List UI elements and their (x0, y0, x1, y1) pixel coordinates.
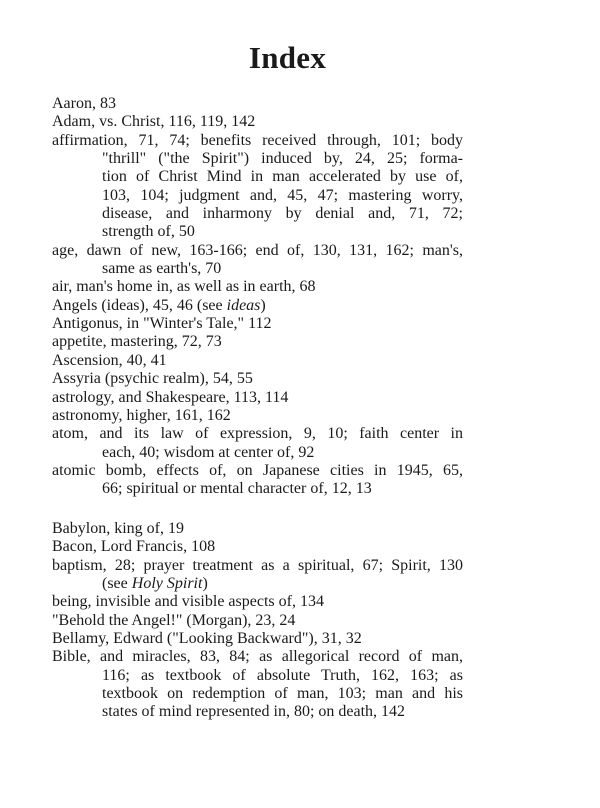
entry-continuation-line (52, 575, 463, 593)
entry-heading-line: atom, and its law of expression, 9, 10; faith center in (52, 425, 463, 443)
entry-heading-line: Assyria (psychic realm), 54, 55 (52, 370, 253, 388)
index-entry (52, 389, 463, 407)
entry-heading-line: air, man's home in, as well as in earth, 68 (52, 278, 316, 296)
index-entry (52, 462, 463, 499)
entry-continuation-line: states of mind represented in, 80; on death, 142 (102, 703, 406, 721)
entry-continuation-line: "thrill" ("the Spirit") induced by, 24, 25; forma- (102, 150, 463, 168)
index-entry (52, 648, 463, 721)
index-entry (52, 520, 463, 538)
entry-heading-line (52, 297, 463, 315)
index-entry (52, 242, 463, 279)
index-entry (52, 297, 463, 315)
entry-continuation-line: same as earth's, 70 (102, 260, 222, 278)
entry-heading-line: Bellamy, Edward ("Looking Backward"), 31, 32 (52, 630, 362, 648)
index-entry (52, 113, 463, 131)
entry-heading-line: astrology, and Shakespeare, 113, 114 (52, 388, 289, 406)
entry-continuation-line: 116; as textbook of absolute Truth, 162, 163; as (102, 666, 463, 684)
index-entry (52, 612, 463, 630)
entry-heading-line: being, invisible and visible aspects of, 134 (52, 593, 324, 611)
index-entry (52, 278, 463, 296)
index-entry (52, 630, 463, 648)
index-entry (52, 333, 463, 351)
index-entry (52, 593, 463, 611)
index-entry (52, 352, 463, 370)
index-section-a (52, 95, 463, 499)
entry-heading-line: Babylon, king of, 19 (52, 520, 184, 537)
page-title: Index (248, 40, 327, 75)
index-entry (52, 425, 463, 462)
entry-heading-line: atomic bomb, effects of, on Japanese cities in 1945, 65, (52, 461, 463, 479)
entry-continuation-line: textbook on redemption of man, 103; man and his (102, 685, 463, 703)
cross-reference-italic: ideas (226, 296, 261, 314)
index-entry (52, 557, 463, 594)
cross-reference-italic: Holy Spirit (131, 575, 203, 593)
entry-text: ) (260, 296, 266, 314)
entry-heading-line: age, dawn of new, 163-166; end of, 130, 131, 162; man's, (52, 241, 463, 259)
entry-text: ) (202, 575, 208, 593)
entry-heading-line: baptism, 28; prayer treatment as a spiritual, 67; Spirit, 130 (52, 556, 463, 574)
entry-continuation-line: 66; spiritual or mental character of, 12, 13 (102, 480, 372, 498)
index-entry (52, 538, 463, 556)
entry-continuation-line: disease, and inharmony by denial and, 71, 72; (102, 205, 463, 223)
entry-text: (see (102, 575, 132, 593)
index-entry (52, 95, 463, 113)
entry-continuation-line: strength of, 50 (102, 223, 195, 241)
entry-heading-line: Bacon, Lord Francis, 108 (52, 538, 216, 556)
entry-heading-line: appetite, mastering, 72, 73 (52, 333, 222, 351)
index-entry (52, 407, 463, 425)
entry-heading-line: Adam, vs. Christ, 116, 119, 142 (52, 113, 256, 131)
entry-continuation-line: each, 40; wisdom at center of, 92 (102, 443, 315, 461)
entry-continuation-line: tion of Christ Mind in man accelerated by use of, (102, 168, 463, 186)
index-section-b (52, 520, 463, 722)
index-entry (52, 132, 463, 242)
index-entry (52, 370, 463, 388)
entry-heading-line: Aaron, 83 (52, 95, 116, 112)
entry-heading-line: astronomy, higher, 161, 162 (52, 406, 231, 424)
entry-heading-line: "Behold the Angel!" (Morgan), 23, 24 (52, 611, 296, 629)
entry-heading-line: Ascension, 40, 41 (52, 351, 167, 369)
entry-heading-line: Antigonus, in "Winter's Tale," 112 (52, 315, 272, 333)
entry-heading-line: affirmation, 71, 74; benefits received through, 101; body (52, 131, 463, 149)
index-entry (52, 315, 463, 333)
entry-text: Angels (ideas), 45, 46 (see (52, 296, 227, 314)
entry-continuation-line: 103, 104; judgment and, 45, 47; mastering worry, (102, 186, 463, 204)
entry-heading-line: Bible, and miracles, 83, 84; as allegorical record of man, (52, 648, 463, 666)
